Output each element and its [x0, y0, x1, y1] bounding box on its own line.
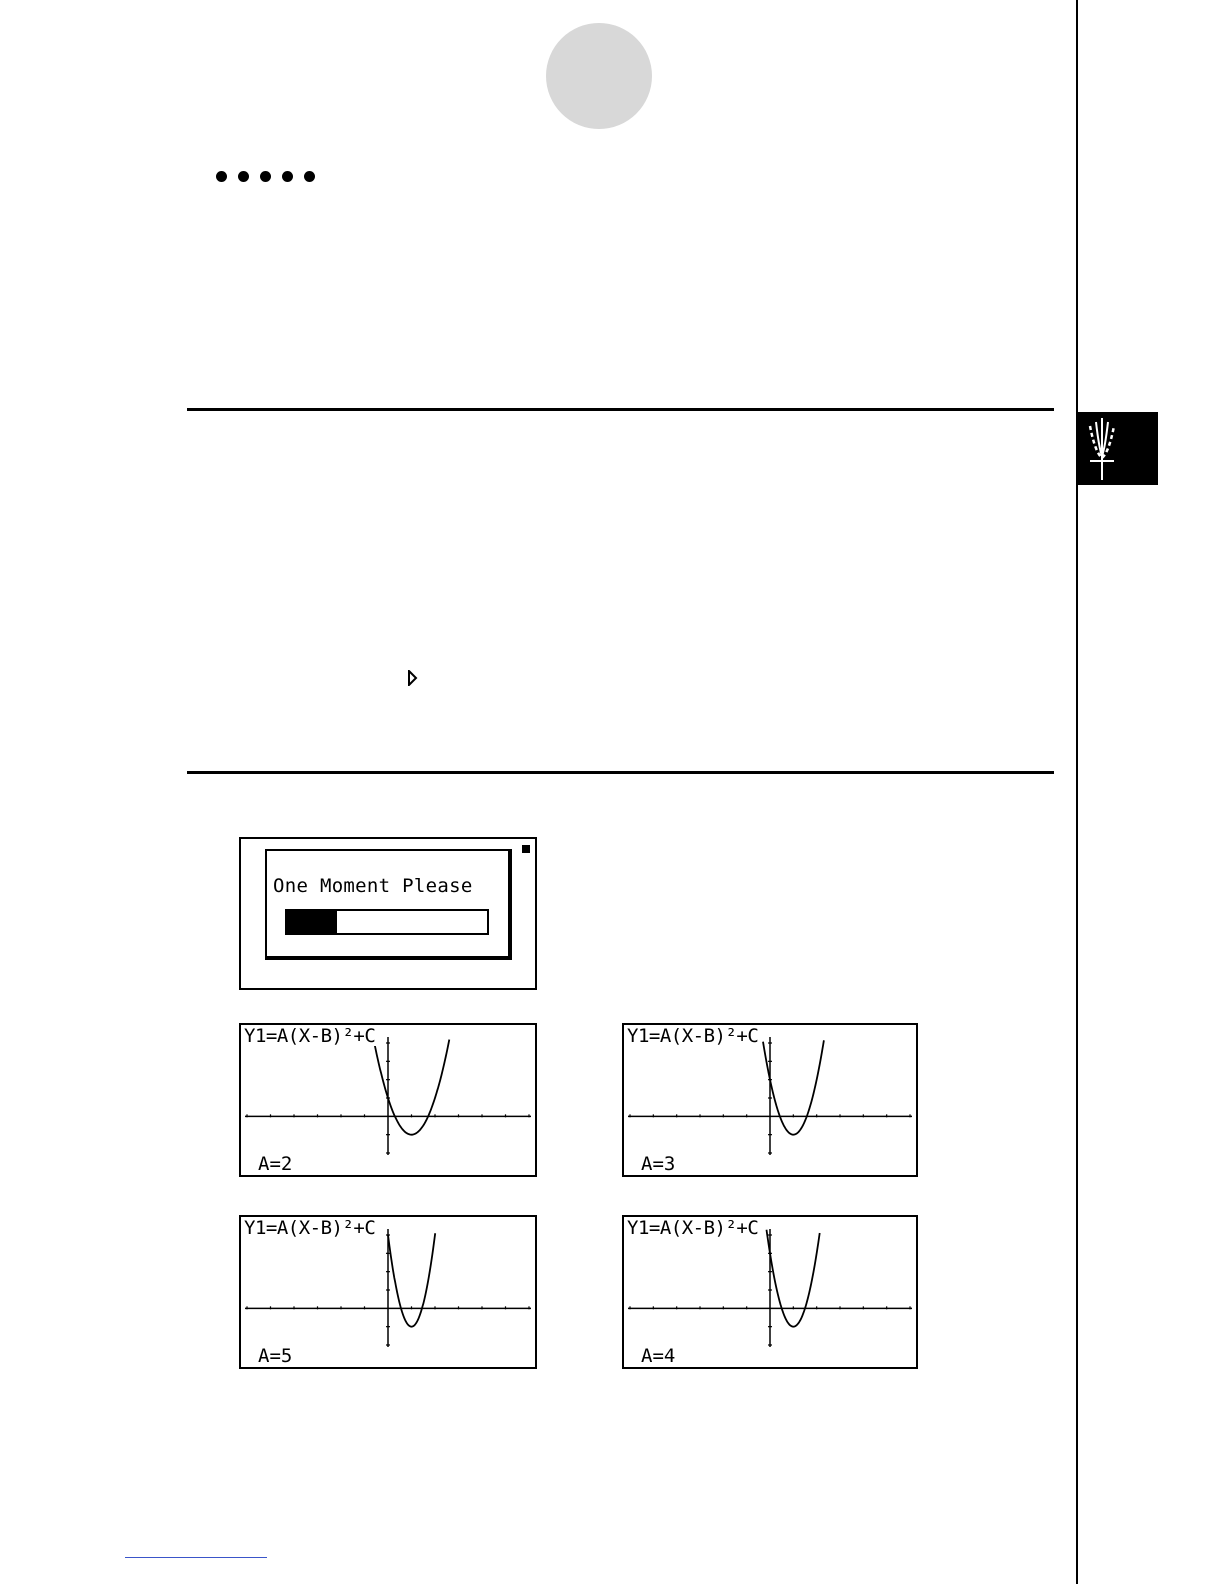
calc-screen-graph-a3 [622, 1023, 918, 1177]
parabola-curve [767, 1230, 820, 1327]
graph-param-label: A=5 [258, 1345, 293, 1367]
dynamic-graph-icon [1078, 412, 1158, 485]
dot [238, 171, 249, 182]
dot [216, 171, 227, 182]
calc-screen-graph-a2 [239, 1023, 537, 1177]
calc-screen-graph-a5 [239, 1215, 537, 1369]
parabola-curve [374, 1040, 449, 1135]
parabola-curve [388, 1233, 435, 1327]
section-divider-top [187, 408, 1054, 411]
parabola-curve [763, 1040, 824, 1134]
wait-message: One Moment Please [273, 875, 473, 897]
graph-param-label: A=4 [641, 1345, 676, 1367]
progress-bar [285, 909, 489, 935]
graph-equation: Y1=A(X-B)²+C [244, 1025, 376, 1047]
margin-rule [1076, 0, 1078, 1584]
graph-equation: Y1=A(X-B)²+C [627, 1025, 759, 1047]
calc-screen-wait [239, 837, 537, 990]
dot [282, 171, 293, 182]
dot [304, 171, 315, 182]
graph-equation: Y1=A(X-B)²+C [244, 1217, 376, 1239]
graph-equation: Y1=A(X-B)²+C [627, 1217, 759, 1239]
progress-fill [287, 911, 337, 933]
section-tab [1078, 412, 1158, 485]
graph-param-label: A=3 [641, 1153, 676, 1175]
busy-indicator-icon [522, 845, 530, 853]
section-divider-bottom [187, 771, 1054, 774]
graph-param-label: A=2 [258, 1153, 293, 1175]
bullet-dots [216, 171, 315, 182]
small-triangle-icon [408, 670, 418, 690]
dot [260, 171, 271, 182]
page-marker-circle [546, 23, 652, 129]
footer-link-rule [125, 1557, 267, 1558]
wait-dialog [265, 849, 512, 960]
calc-screen-graph-a4 [622, 1215, 918, 1369]
